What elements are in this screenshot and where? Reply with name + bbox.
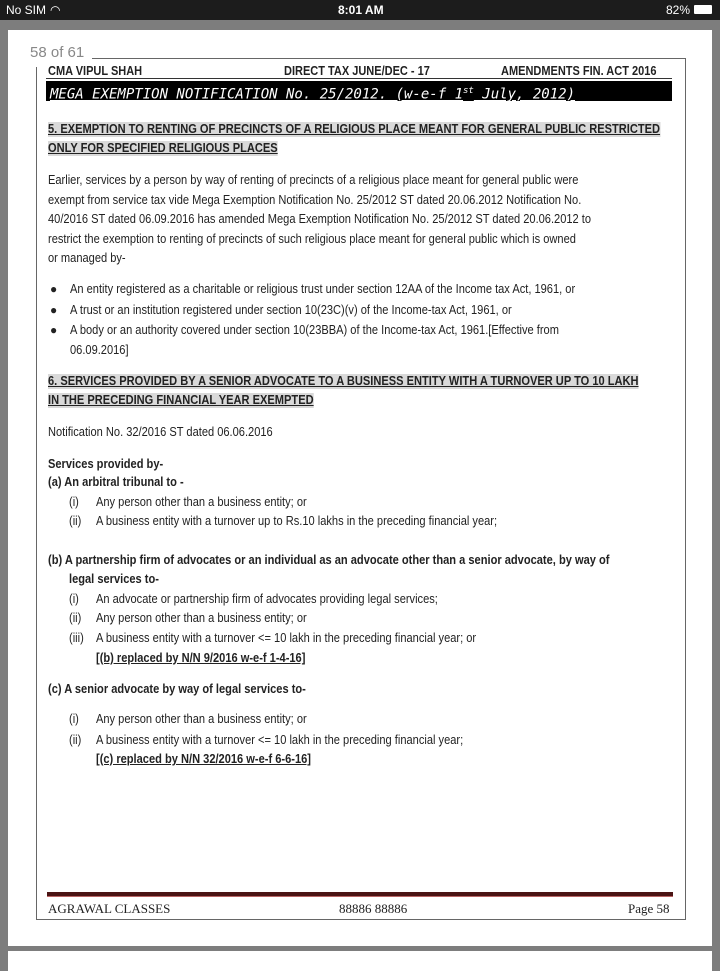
amendment-note: [(b) replaced by N/N 9/2016 w-e-f 1-4-16] xyxy=(96,651,306,665)
carrier: No SIM xyxy=(6,3,47,17)
item-number: (i) xyxy=(69,712,79,726)
paragraph-line: exempt from service tax vide Mega Exemption Notification No. 25/2012 ST dated 20.06.2012 Notification No. xyxy=(48,193,582,207)
list-item: A body or an authority covered under section 10(23BBA) of the Income-tax Act, 1961.[Effective from xyxy=(70,323,559,337)
paragraph-line: Earlier, services by a person by way of renting of precincts of a religious place meant for general public were xyxy=(48,173,579,187)
clause-a-title: (a) An arbitral tribunal to - xyxy=(48,475,184,489)
section5-heading: ONLY FOR SPECIFIED RELIGIOUS PLACES xyxy=(48,141,278,155)
page-indicator: 58 of 61 xyxy=(22,42,92,67)
list-item: An advocate or partnership firm of advocates providing legal services; xyxy=(96,592,438,606)
list-item: A trust or an institution registered under section 10(23C)(v) of the Income-tax Act, 1961, or xyxy=(70,303,512,317)
list-item: 06.09.2016] xyxy=(70,343,129,357)
section6-heading: IN THE PRECEDING FINANCIAL YEAR EXEMPTED xyxy=(48,393,314,407)
footer-left: AGRAWAL CLASSES xyxy=(48,901,171,916)
header-divider xyxy=(46,78,672,79)
clause-c-title: (c) A senior advocate by way of legal services to- xyxy=(48,682,306,696)
clock: 8:01 AM xyxy=(338,3,384,17)
list-item: An entity registered as a charitable or religious trust under section 12AA of the Income tax Act, 1961, or xyxy=(70,282,576,296)
paragraph-line: restrict the exemption to renting of precincts of such religious place meant for general public which is owned xyxy=(48,232,576,246)
paragraph-line: or managed by- xyxy=(48,251,126,265)
amendment-note: [(c) replaced by N/N 32/2016 w-e-f 6-6-16] xyxy=(96,752,311,766)
header-subject: DIRECT TAX JUNE/DEC - 17 xyxy=(284,64,430,78)
notification-ref: Notification No. 32/2016 ST dated 06.06.2016 xyxy=(48,425,273,439)
item-number: (i) xyxy=(69,495,79,509)
bullet-icon: ● xyxy=(50,323,58,337)
clause-b-title: legal services to- xyxy=(69,572,159,586)
list-item: A business entity with a turnover up to Rs.10 lakhs in the preceding financial year; xyxy=(96,514,498,528)
paragraph-line: 40/2016 ST dated 06.09.2016 has amended Mega Exemption Notification No. 25/2012 ST dated 20.06.2012 to xyxy=(48,212,592,226)
list-item: Any person other than a business entity; or xyxy=(96,495,307,509)
list-item: Any person other than a business entity; or xyxy=(96,712,307,726)
footer-phone: 88886 88886 xyxy=(339,901,408,916)
item-number: (ii) xyxy=(69,611,82,625)
status-bar xyxy=(0,0,720,20)
list-item: Any person other than a business entity; or xyxy=(96,611,307,625)
header-chapter: AMENDMENTS FIN. ACT 2016 xyxy=(501,64,657,78)
item-number: (ii) xyxy=(69,733,82,747)
battery-icon xyxy=(694,5,712,14)
header-author: CMA VIPUL SHAH xyxy=(48,64,143,78)
section6-heading: 6. SERVICES PROVIDED BY A SENIOR ADVOCATE TO A BUSINESS ENTITY WITH A TURNOVER UP TO 10 LAKH xyxy=(48,374,639,388)
battery-percent: 82% xyxy=(666,3,691,17)
item-number: (i) xyxy=(69,592,79,606)
services-label: Services provided by- xyxy=(48,457,164,471)
bullet-icon: ● xyxy=(50,303,58,317)
footer-page-number: Page 58 xyxy=(628,901,670,916)
title-banner: MEGA EXEMPTION NOTIFICATION No. 25/2012. (w-e-f 1st July, 2012) xyxy=(46,81,672,101)
next-page[interactable] xyxy=(8,951,712,971)
list-item: A business entity with a turnover <= 10 lakh in the preceding financial year; xyxy=(96,733,464,747)
clause-b-title: (b) A partnership firm of advocates or an individual as an advocate other than a senior advocate, by way of xyxy=(48,553,610,567)
item-number: (ii) xyxy=(69,514,82,528)
footer-divider xyxy=(47,892,673,897)
list-item: A business entity with a turnover <= 10 lakh in the preceding financial year; or xyxy=(96,631,477,645)
section5-heading: 5. EXEMPTION TO RENTING OF PRECINCTS OF A RELIGIOUS PLACE MEANT FOR GENERAL PUBLIC RESTRICTED xyxy=(48,122,661,136)
wifi-icon: ◠ xyxy=(50,3,61,17)
bullet-icon: ● xyxy=(50,282,58,296)
item-number: (iii) xyxy=(69,631,84,645)
